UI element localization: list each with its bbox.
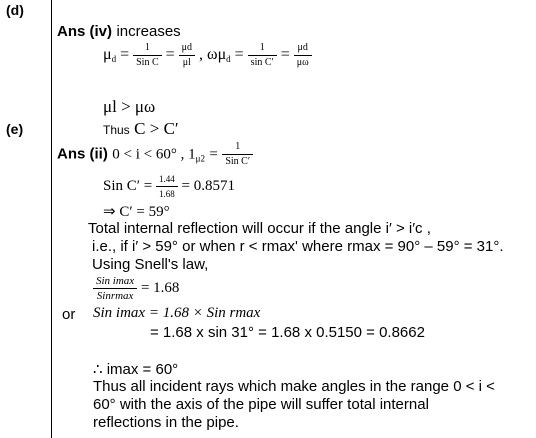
part-e-sinc-line: [103, 173, 235, 200]
eq-lhs: μ: [103, 46, 112, 64]
part-e-mu: 1: [188, 146, 196, 163]
eq-frac-3: $\frac{1}{\text{sin C′}}$: [248, 42, 277, 69]
eq-mid: , ωμ: [199, 46, 227, 64]
thus-expr: C > C′: [134, 119, 179, 138]
part-e-c-result: ⇒ C′ = 59°: [103, 204, 170, 220]
calc-line: = 1.68 x sin 31° = 1.68 x 0.5150 = 0.8662: [150, 324, 425, 341]
eq-frac-1: $\frac{1}{\text{Sin C}}$: [133, 42, 162, 69]
part-e-answer-line: Ans (ii) 0 < i < 60° , $1_{\mu 2}$ = $\frac{1}{\text{Sin C′}}$: [57, 141, 253, 168]
sinc-lhs: Sin C′ =: [103, 177, 153, 194]
part-d-ans-prefix: Ans (iv): [57, 23, 113, 40]
part-d-equation: $\mu_d$ = $\frac{1}{\text{Sin C}}$ = $\frac{\mu d}{\mu l}$ , $\omega\mu_d$ = $\frac{1}{\text{sin C′}}$ = $\frac{\mu d}{\mu\omega}$: [103, 42, 312, 69]
conclusion-line-1: Thus all incident rays which make angles in the range 0 < i <: [93, 378, 495, 395]
eq-frac-4: $\frac{\mu d}{\mu\omega}$: [294, 42, 312, 69]
part-e-ans-prefix: Ans (ii): [57, 145, 108, 163]
eq-frac-2: $\frac{\mu d}{\mu l}$: [179, 42, 195, 69]
para-line-2: i.e., if i′ > 59° or when r < rmax' where rmax = 90° – 59° = 31°.: [92, 238, 504, 255]
thus-word: Thus: [103, 123, 130, 137]
part-e-mu-sub: μ2: [195, 153, 205, 164]
sinc-result: = 0.8571: [181, 177, 235, 194]
eq-mid-sub: d: [226, 54, 231, 65]
conclusion-line-2: 60° with the axis of the pipe will suffer total internal: [93, 396, 429, 413]
eq-lhs-sub: d: [111, 54, 117, 65]
part-d-inequality: μl > μω: [103, 97, 156, 116]
snell-result: = 1.68: [140, 279, 180, 296]
sinc-frac: $\frac{1.44}{1.68}$: [156, 173, 178, 200]
part-d-label: (d): [6, 2, 24, 18]
or-label: or: [62, 306, 76, 323]
snell-text: Using Snell's law,: [92, 256, 209, 273]
snell-frac: $\frac{\text{Sin imax}}{\text{Sinrmax}}$: [93, 275, 137, 302]
snell-equation: [93, 275, 179, 302]
or-expression: Sin imax = 1.68 × Sin rmax: [93, 305, 261, 321]
part-d-ans-text: increases: [116, 23, 181, 40]
para-line-1: Total internal reflection will occur if the angle i′ > i′c ,: [88, 220, 431, 237]
conclusion-line-3: reflections in the pipe.: [93, 414, 239, 431]
part-e-range: 0 < i < 60° ,: [112, 146, 189, 163]
margin-rule: [51, 0, 52, 438]
therefore-line: ∴ imax = 60°: [93, 361, 179, 378]
part-e-label: (e): [6, 121, 24, 137]
part-d-thus-line: [103, 119, 179, 139]
part-e-frac: $\frac{1}{\text{Sin C′}}$: [222, 141, 253, 168]
part-d-answer-line: [57, 23, 181, 41]
